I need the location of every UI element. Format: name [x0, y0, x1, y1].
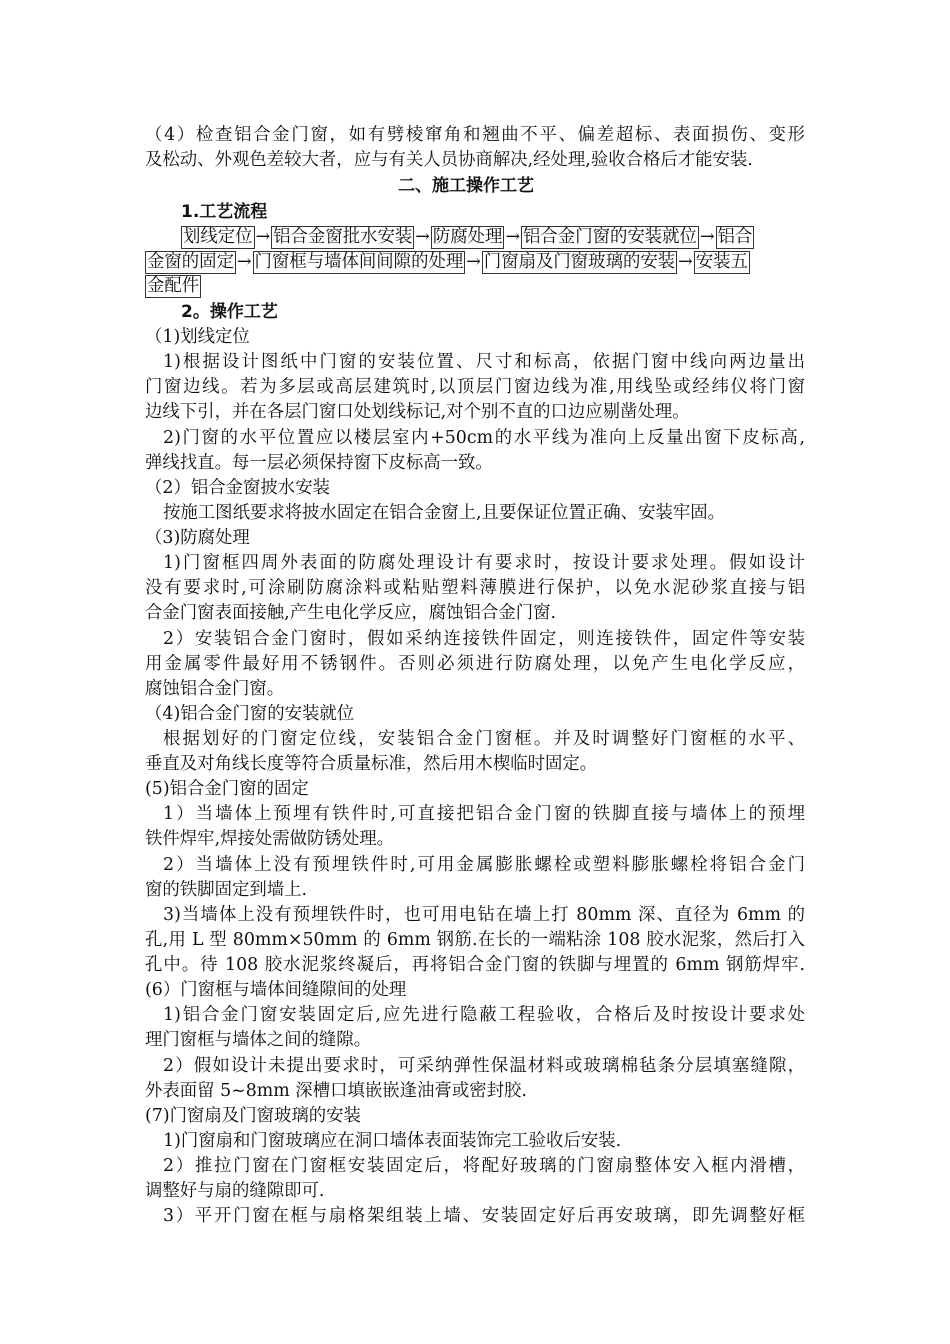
body-line: 合金门窗表面接触,产生电化学反应，腐蚀铝合金门窗.	[145, 603, 557, 623]
body-line: 门窗边线。若为多层或高层建筑时,以顶层门窗边线为准,用线坠或经纬仪将门窗	[145, 377, 805, 397]
body-line: 外表面留 5~8mm 深槽口填嵌嵌逢油膏或密封胶.	[145, 1081, 527, 1101]
body-line: 调整好与扇的缝隙即可.	[145, 1181, 325, 1201]
subheading-3: （3)防腐处理	[145, 528, 250, 548]
flow-heading: 1.工艺流程	[181, 202, 268, 222]
ops-heading: 2。操作工艺	[181, 302, 278, 322]
flow-step-anticorrosion: 防腐处理	[432, 227, 503, 247]
flow-arrow: →	[678, 252, 693, 272]
flow-step-fixing-part1: 铝合	[717, 227, 753, 247]
body-line: 1)门窗框四周外表面的防腐处理设计有要求时，按设计要求处理。假如设计	[163, 553, 805, 573]
body-line: 弹线找直。每一层必须保持窗下皮标高一致。	[145, 453, 493, 473]
intro-line-2: 及松动、外观色差较大者，应与有关人员协商解决,经处理,验收合格后才能安装.	[145, 150, 753, 170]
section-title: 二、施工操作工艺	[398, 176, 534, 196]
body-line: 按施工图纸要求将披水固定在铝合金窗上,且要保证位置正确、安装牢固。	[163, 503, 726, 523]
body-line: 3）平开门窗在框与扇格架组装上墙、安装固定好后再安玻璃，即先调整好框	[163, 1206, 805, 1226]
body-line: 2）安装铝合金门窗时，假如采纳连接铁件固定，则连接铁件，固定件等安装	[163, 629, 805, 649]
body-line: 2）假如设计未提出要求时，可采纳弹性保温材料或玻璃棉毡条分层填塞缝隙，	[163, 1056, 805, 1076]
intro-line-1: （4）检查铝合金门窗，如有劈棱窜角和翘曲不平、偏差超标、表面损伤、变形	[145, 125, 805, 145]
flow-step-hardware-part1: 安装五	[695, 252, 748, 272]
subheading-4: （4)铝合金门窗的安装就位	[145, 704, 355, 724]
flow-step-gap-treatment: 门窗框与墙体间间隙的处理	[254, 252, 464, 272]
flow-row-3	[145, 274, 201, 299]
body-line: 垂直及对角线长度等符合质量标准，然后用木楔临时固定。	[145, 754, 598, 774]
subheading-6: (6）门窗框与墙体间缝隙间的处理	[145, 980, 407, 1000]
flow-row-2	[145, 250, 750, 275]
flow-arrow: →	[236, 252, 252, 272]
body-line: 理门窗框与墙体之间的缝隙。	[145, 1030, 372, 1050]
body-line: 用金属零件最好用不锈钢件。否则必须进行防腐处理，以免产生电化学反应，	[145, 654, 805, 674]
body-line: 2)门窗的水平位置应以楼层室内+50cm的水平线为准向上反量出窗下皮标高,	[163, 428, 805, 448]
body-line: 3)当墙体上没有预埋铁件时，也可用电钻在墙上打 80mm 深、直径为 6mm 的	[163, 905, 805, 925]
body-line: 根据划好的门窗定位线，安装铝合金门窗框。并及时调整好门窗框的水平、	[163, 729, 805, 749]
body-line: 腐蚀铝合金门窗。	[145, 679, 285, 699]
subheading-1: （1)划线定位	[145, 327, 250, 347]
flow-arrow: →	[505, 227, 521, 247]
body-line: 2）当墙体上没有预埋铁件时,可用金属膨胀螺栓或塑料膨胀螺栓将铝合金门	[163, 855, 805, 875]
flow-step-line-positioning: 划线定位	[183, 227, 253, 247]
body-line: 1)铝合金门窗安装固定后,应先进行隐蔽工程验收，合格后及时按设计要求处	[163, 1005, 805, 1025]
subheading-7: (7)门窗扇及门窗玻璃的安装	[145, 1106, 361, 1126]
subheading-5: (5)铝合金门窗的固定	[145, 779, 309, 799]
body-line: 窗的铁脚固定到墙上.	[145, 880, 308, 900]
flow-arrow: →	[466, 252, 481, 272]
flow-step-fixing-part2: 金窗的固定	[147, 252, 234, 272]
subheading-2: （2）铝合金窗披水安装	[145, 478, 330, 498]
flow-row-1	[181, 225, 754, 250]
body-line: 没有要求时,可涂刷防腐涂料或粘贴塑料薄膜进行保护，以免水泥砂浆直接与铝	[145, 578, 805, 598]
body-line: 铁件焊牢,焊接处需做防锈处理。	[145, 829, 394, 849]
flow-step-hardware-part2: 金配件	[147, 276, 200, 296]
body-line: 1)根据设计图纸中门窗的安装位置、尺寸和标高，依据门窗中线向两边量出	[163, 352, 805, 372]
flow-step-sash-glass: 门窗扇及门窗玻璃的安装	[483, 252, 676, 272]
body-line: 边线下引，并在各层门窗口处划线标记,对个别不直的口边应剔凿处理。	[145, 402, 690, 422]
flow-step-installation: 铝合金门窗的安装就位	[523, 227, 697, 247]
flow-step-drip-cap: 铝合金窗批水安装	[273, 227, 413, 247]
flow-arrow: →	[415, 227, 430, 247]
body-line: 孔,用 L 型 80mm×50mm 的 6mm 钢筋.在长的一端粘涂 108 胶水泥浆，然后打入	[145, 930, 805, 950]
body-line: 1）当墙体上预埋有铁件时,可直接把铝合金门窗的铁脚直接与墙体上的预埋	[163, 804, 805, 824]
flow-arrow: →	[699, 227, 715, 247]
body-line: 1)门窗扇和门窗玻璃应在洞口墙体表面装饰完工验收后安装.	[163, 1131, 622, 1151]
body-line: 孔中。待 108 胶水泥浆终凝后，再将铝合金门窗的铁脚与埋置的 6mm 钢筋焊牢.	[145, 955, 805, 975]
flow-arrow: →	[255, 227, 271, 247]
body-line: 2）推拉门窗在门窗框安装固定后，将配好玻璃的门窗扇整体安入框内滑槽，	[163, 1156, 805, 1176]
